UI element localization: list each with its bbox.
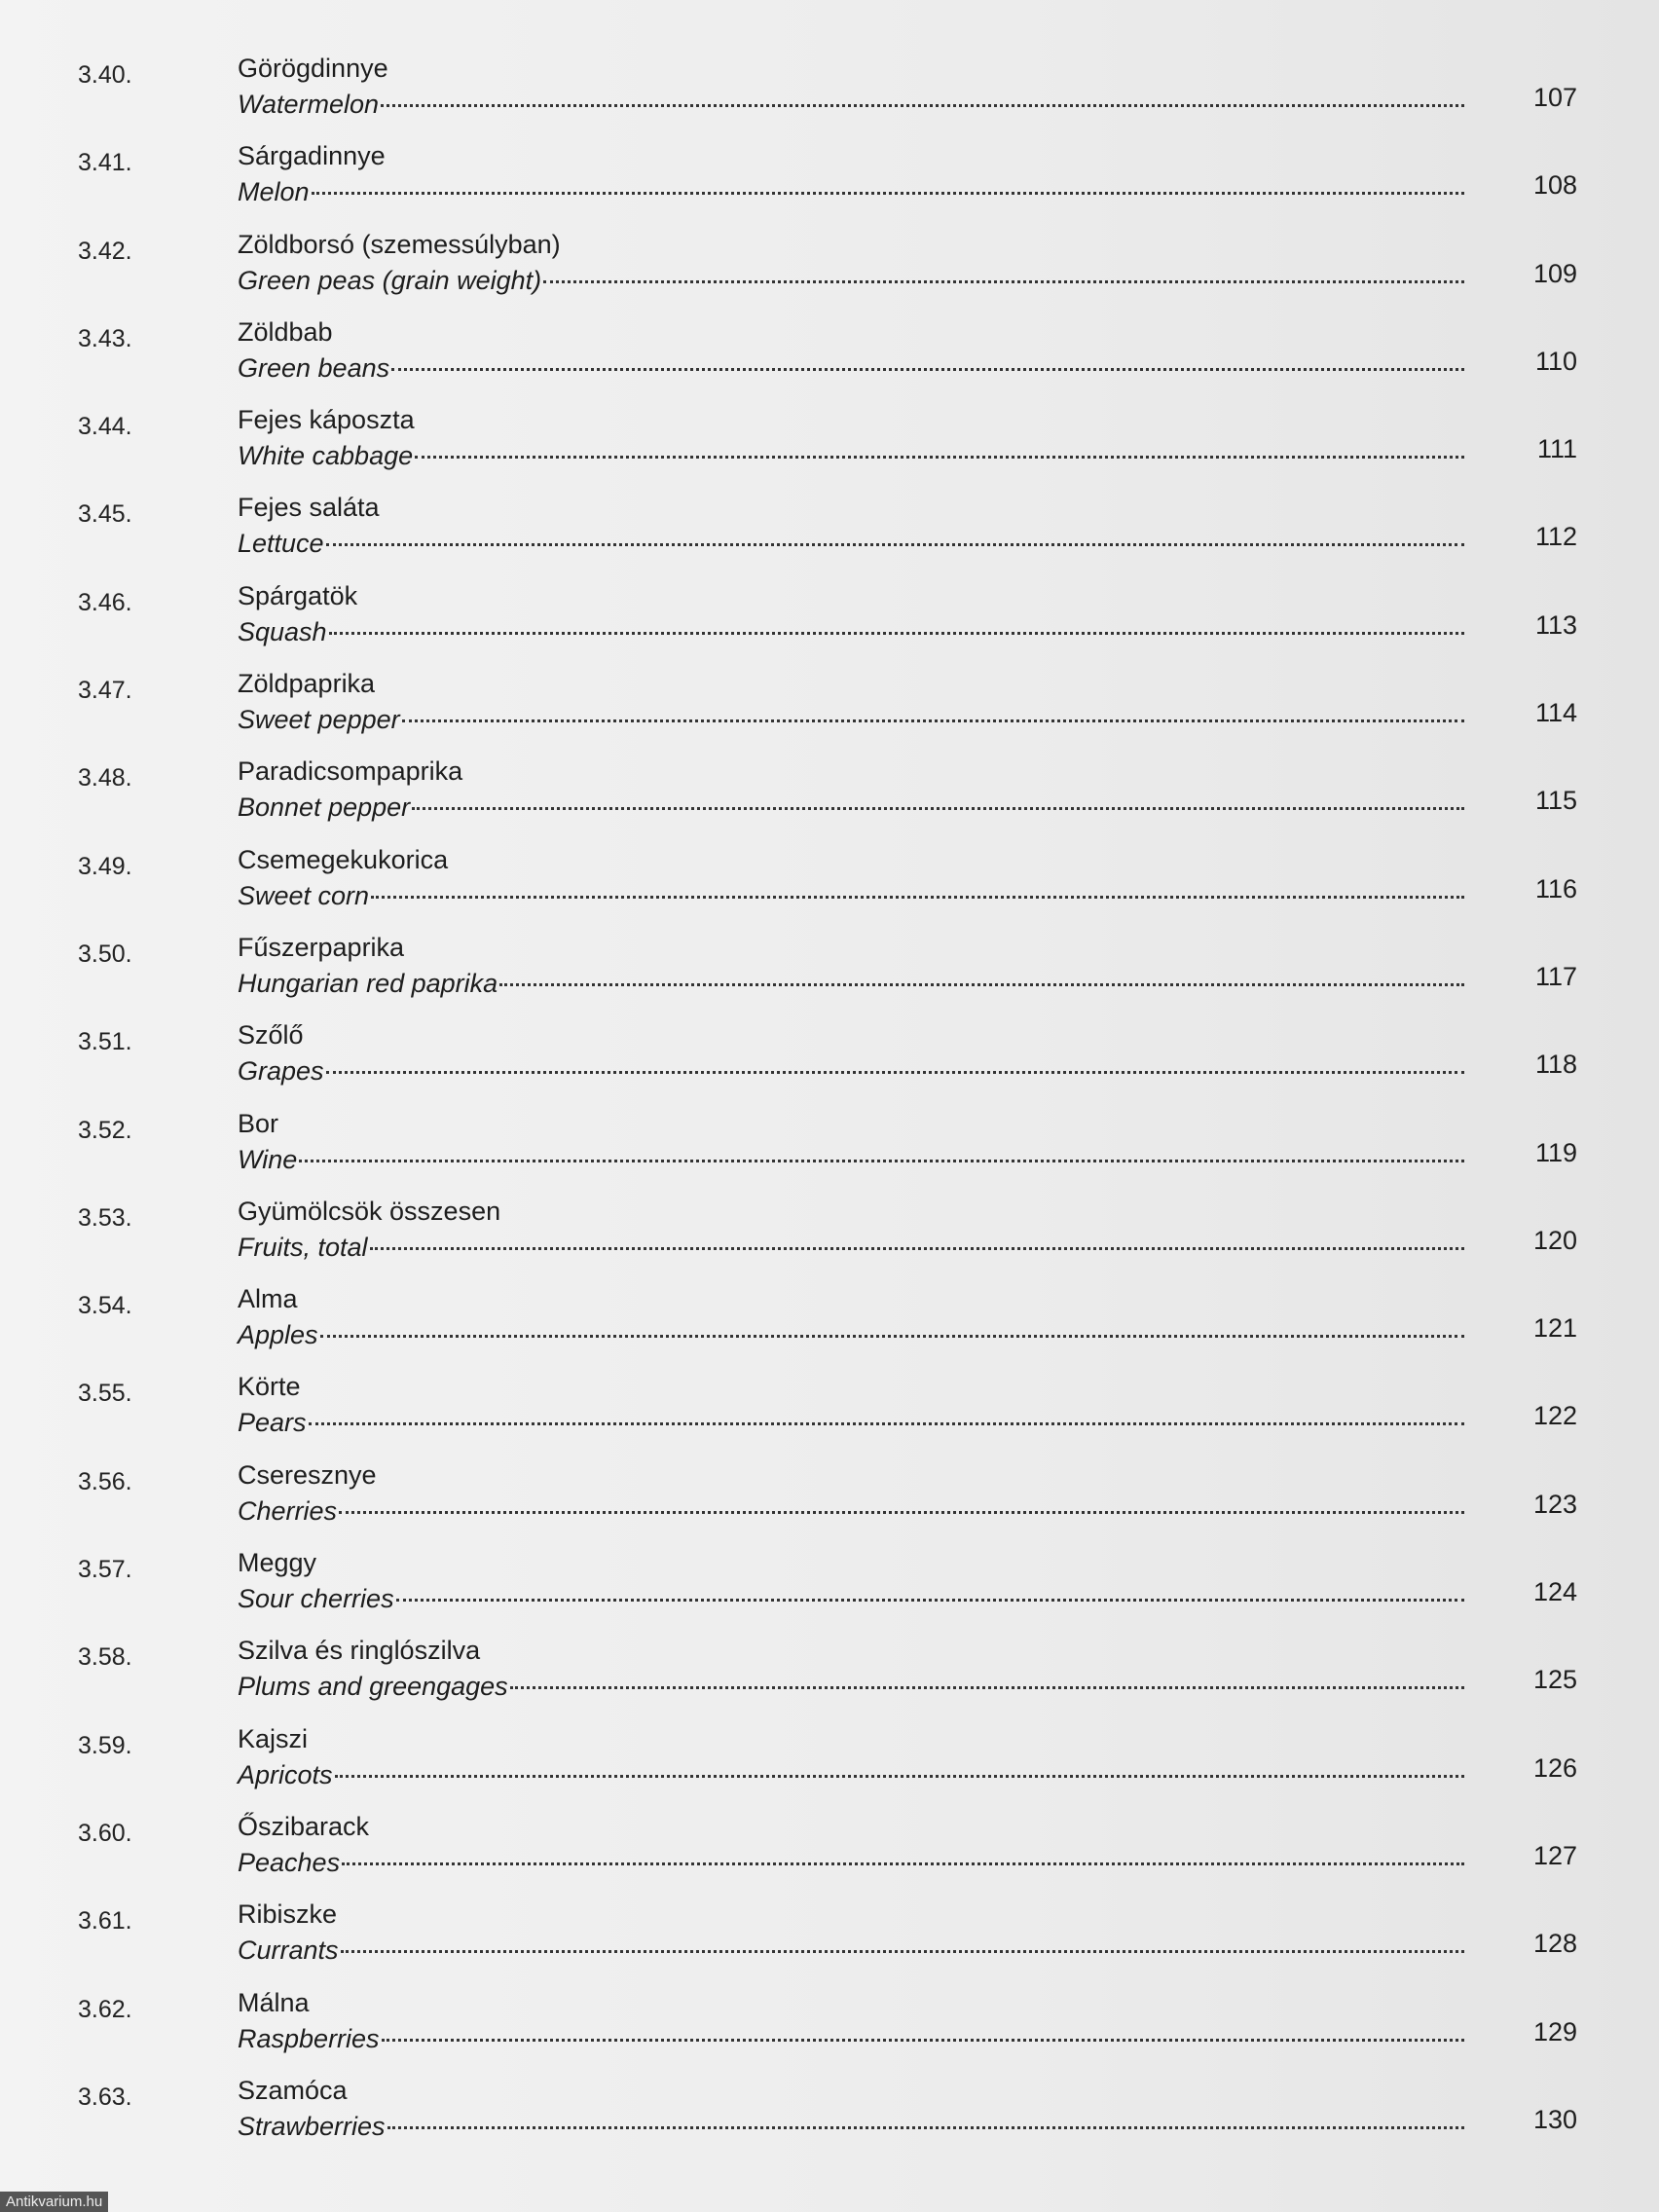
entry-page-number: 110 <box>1534 346 1577 376</box>
entry-page-number: 120 <box>1532 1225 1577 1255</box>
dot-leader <box>382 2038 1464 2042</box>
entry-title-hungarian: Sárgadinnye <box>238 141 386 171</box>
entry-title-english: Melon <box>238 177 310 207</box>
entry-title-hungarian: Ribiszke <box>238 1899 338 1930</box>
entry-title-english: Apples <box>238 1320 318 1350</box>
entry-title-hungarian: Szőlő <box>238 1020 304 1051</box>
entry-english-line <box>238 1848 1464 1883</box>
entry-title-hungarian: Alma <box>238 1284 298 1314</box>
toc-entry <box>0 1372 1659 1459</box>
entry-page-number: 125 <box>1532 1665 1577 1695</box>
toc-entry <box>0 230 1659 317</box>
entry-page-number: 121 <box>1532 1313 1577 1344</box>
toc-entry <box>0 141 1659 229</box>
entry-title-english: Apricots <box>238 1759 333 1789</box>
dot-leader <box>402 719 1464 722</box>
toc-entry <box>0 756 1659 844</box>
entry-english-line <box>238 1145 1464 1180</box>
entry-title-english: Green peas (grain weight) <box>238 265 542 295</box>
entry-english-line <box>238 1408 1464 1443</box>
entry-page-number: 109 <box>1532 258 1577 288</box>
entry-number: 3.49. <box>78 852 132 880</box>
toc-entry <box>0 54 1659 141</box>
entry-page-number: 124 <box>1532 1577 1577 1607</box>
dot-leader <box>299 1159 1464 1162</box>
entry-english-line <box>238 793 1464 828</box>
entry-page-number: 119 <box>1534 1137 1577 1167</box>
entry-english-line <box>238 177 1464 212</box>
entry-page-number: 113 <box>1534 609 1577 640</box>
entry-number: 3.40. <box>78 61 132 89</box>
entry-title-hungarian: Kajszi <box>238 1723 309 1753</box>
entry-number: 3.63. <box>78 2083 132 2111</box>
entry-title-hungarian: Spárgatök <box>238 580 358 610</box>
entry-title-hungarian: Görögdinnye <box>238 54 388 83</box>
entry-english-line <box>238 1496 1464 1531</box>
entry-english-line <box>238 1584 1464 1619</box>
entry-english-line <box>238 1760 1464 1795</box>
entry-title-hungarian: Körte <box>238 1372 301 1402</box>
dot-leader <box>371 895 1464 899</box>
entry-number: 3.50. <box>78 940 132 968</box>
table-of-contents <box>0 54 1659 2163</box>
entry-english-line <box>238 90 1464 125</box>
entry-title-english: Grapes <box>238 1056 324 1087</box>
dot-leader <box>381 103 1464 107</box>
entry-english-line <box>238 2112 1464 2147</box>
entry-title-english: Currants <box>238 1936 339 1966</box>
entry-english-line <box>238 969 1464 1004</box>
toc-entry <box>0 405 1659 493</box>
entry-title-hungarian: Cseresznye <box>238 1459 377 1490</box>
entry-english-line <box>238 617 1464 652</box>
entry-page-number: 114 <box>1534 698 1577 728</box>
entry-english-line <box>238 1320 1464 1355</box>
entry-number: 3.52. <box>78 1116 132 1144</box>
dot-leader <box>329 631 1464 635</box>
toc-entry <box>0 1109 1659 1197</box>
entry-title-english: Fruits, total <box>238 1232 368 1262</box>
entry-title-hungarian: Fejes saláta <box>238 493 380 523</box>
entry-page-number: 107 <box>1532 83 1577 112</box>
entry-page-number: 128 <box>1532 1929 1577 1959</box>
entry-english-line <box>238 266 1464 301</box>
entry-title-english: Lettuce <box>238 529 324 559</box>
entry-page-number: 118 <box>1534 1050 1577 1080</box>
toc-entry <box>0 1988 1659 2076</box>
entry-number: 3.60. <box>78 1819 132 1847</box>
entry-english-line <box>238 1672 1464 1707</box>
entry-title-hungarian: Meggy <box>238 1548 317 1578</box>
entry-title-english: Peaches <box>238 1847 341 1877</box>
toc-entry <box>0 845 1659 933</box>
entry-title-hungarian: Csemegekukorica <box>238 844 449 874</box>
entry-title-english: Squash <box>238 616 327 646</box>
watermark: Antikvarium.hu <box>0 2192 108 2212</box>
entry-number: 3.42. <box>78 237 132 265</box>
entry-title-english: Sour cherries <box>238 1584 394 1614</box>
dot-leader <box>415 455 1464 459</box>
entry-english-line <box>238 2024 1464 2059</box>
entry-number: 3.41. <box>78 149 132 177</box>
toc-entry <box>0 493 1659 580</box>
toc-entry <box>0 1548 1659 1636</box>
entry-title-hungarian: Szilva és ringlószilva <box>238 1636 481 1666</box>
entry-title-english: Bonnet pepper <box>238 793 411 823</box>
dot-leader <box>396 1598 1464 1602</box>
dot-leader <box>326 542 1464 546</box>
dot-leader <box>309 1421 1464 1425</box>
dot-leader <box>543 279 1464 283</box>
entry-number: 3.51. <box>78 1028 132 1056</box>
entry-english-line <box>238 529 1464 564</box>
toc-entry <box>0 1724 1659 1812</box>
entry-english-line <box>238 1936 1464 1971</box>
entry-number: 3.62. <box>78 1995 132 2023</box>
dot-leader <box>387 2125 1464 2129</box>
entry-title-hungarian: Zöldpaprika <box>238 669 376 699</box>
entry-title-hungarian: Őszibarack <box>238 1811 370 1841</box>
dot-leader <box>326 1070 1464 1074</box>
toc-entry <box>0 1899 1659 1987</box>
entry-number: 3.54. <box>78 1292 132 1320</box>
entry-english-line <box>238 353 1464 388</box>
entry-page-number: 108 <box>1532 170 1577 201</box>
toc-entry <box>0 669 1659 756</box>
toc-entry <box>0 2076 1659 2163</box>
entry-title-english: Sweet corn <box>238 880 370 910</box>
toc-entry <box>0 1020 1659 1108</box>
entry-title-english: Plums and greengages <box>238 1672 508 1702</box>
entry-page-number: 117 <box>1534 961 1577 991</box>
entry-number: 3.53. <box>78 1203 132 1232</box>
entry-title-hungarian: Fejes káposzta <box>238 405 415 435</box>
dot-leader <box>412 806 1464 810</box>
entry-number: 3.61. <box>78 1907 132 1936</box>
entry-number: 3.58. <box>78 1643 132 1672</box>
toc-entry <box>0 1636 1659 1723</box>
entry-number: 3.46. <box>78 588 132 616</box>
entry-number: 3.44. <box>78 413 132 441</box>
dot-leader <box>342 1862 1464 1865</box>
entry-number: 3.48. <box>78 764 132 793</box>
dot-leader <box>312 191 1464 195</box>
entry-page-number: 126 <box>1532 1752 1577 1783</box>
entry-title-english: Hungarian red paprika <box>238 968 498 998</box>
entry-number: 3.57. <box>78 1556 132 1584</box>
entry-title-hungarian: Gyümölcsök összesen <box>238 1196 501 1226</box>
entry-title-english: Green beans <box>238 352 390 383</box>
entry-number: 3.47. <box>78 677 132 705</box>
entry-title-hungarian: Zöldbab <box>238 316 333 347</box>
toc-entry <box>0 1197 1659 1284</box>
dot-leader <box>335 1774 1464 1778</box>
entry-page-number: 116 <box>1534 873 1577 903</box>
entry-title-hungarian: Bor <box>238 1108 279 1138</box>
entry-english-line <box>238 1056 1464 1091</box>
dot-leader <box>339 1510 1464 1514</box>
entry-english-line <box>238 705 1464 740</box>
toc-entry <box>0 1460 1659 1548</box>
toc-entry <box>0 581 1659 669</box>
entry-title-english: Sweet pepper <box>238 705 400 735</box>
entry-title-english: White cabbage <box>238 441 414 471</box>
entry-title-hungarian: Málna <box>238 1987 310 2017</box>
entry-page-number: 130 <box>1532 2104 1577 2134</box>
dot-leader <box>391 367 1464 371</box>
dot-leader <box>499 982 1464 986</box>
entry-title-hungarian: Paradicsompaprika <box>238 756 463 787</box>
entry-number: 3.59. <box>78 1731 132 1759</box>
toc-entry <box>0 1812 1659 1899</box>
entry-title-hungarian: Szamóca <box>238 2075 348 2105</box>
entry-english-line <box>238 1233 1464 1268</box>
entry-page-number: 111 <box>1536 434 1577 464</box>
toc-entry <box>0 1284 1659 1372</box>
dot-leader <box>341 1949 1464 1953</box>
entry-title-english: Raspberries <box>238 2023 380 2053</box>
entry-page-number: 112 <box>1534 522 1577 552</box>
entry-page-number: 127 <box>1532 1840 1577 1870</box>
dot-leader <box>320 1334 1464 1338</box>
dot-leader <box>510 1685 1464 1689</box>
entry-title-english: Cherries <box>238 1495 338 1526</box>
entry-page-number: 115 <box>1534 786 1577 816</box>
entry-number: 3.45. <box>78 500 132 529</box>
entry-title-english: Watermelon <box>238 90 380 119</box>
entry-number: 3.56. <box>78 1467 132 1495</box>
entry-title-english: Pears <box>238 1408 307 1438</box>
entry-english-line <box>238 441 1464 476</box>
entry-title-hungarian: Fűszerpaprika <box>238 932 405 962</box>
entry-page-number: 129 <box>1532 2016 1577 2046</box>
dot-leader <box>370 1246 1464 1250</box>
entry-title-hungarian: Zöldborsó (szemessúlyban) <box>238 229 561 259</box>
entry-page-number: 122 <box>1532 1401 1577 1431</box>
entry-number: 3.55. <box>78 1380 132 1408</box>
entry-number: 3.43. <box>78 324 132 352</box>
toc-entry <box>0 933 1659 1020</box>
entry-title-english: Strawberries <box>238 2111 386 2141</box>
entry-english-line <box>238 881 1464 916</box>
entry-page-number: 123 <box>1532 1489 1577 1519</box>
toc-entry <box>0 317 1659 405</box>
entry-title-english: Wine <box>238 1144 298 1174</box>
